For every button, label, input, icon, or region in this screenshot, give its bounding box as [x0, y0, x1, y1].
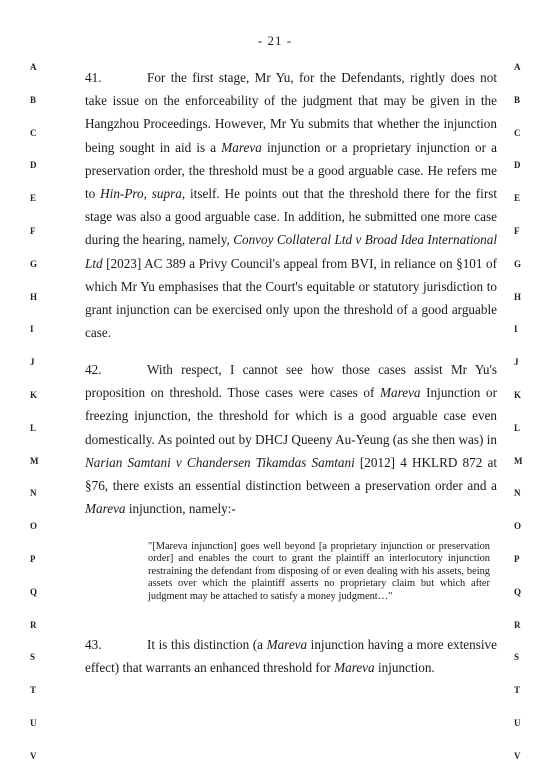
margin-letter: T	[30, 685, 37, 696]
margin-letter: S	[30, 652, 36, 663]
margin-letter: C	[514, 127, 521, 138]
margin-letter: U	[514, 718, 521, 728]
margin-letter: M	[514, 455, 523, 466]
margin-letter: R	[30, 619, 37, 630]
margin-letter: E	[514, 193, 521, 204]
paragraph-41: 41. For the first stage, Mr Yu, for the Defendants, rightly does not take issue on the enforceability of the judgment that may be given in the Hangzhou Proceedings. However, Mr Yu submits that whether the injunction being sought in aid is a Mareva injunction or a proprietary injunction or a preservation order, the threshold must be a good arguable case. He refers me to Hin-Pro, supra, itself. He points out that the threshold there for the first stage was also a good arguable case. In addition, he submitted one more case during the hearing, namely, Convoy Collateral Ltd v Broad Idea International Ltd [2023] AC 389 a Privy Council's appeal from BVI, in reliance on §101 of which Mr Yu emphasises that the Court's equitable or statutory jurisdiction to grant injunction can be exercised only upon the threshold of a good arguable case.	[85, 66, 497, 344]
margin-letter: F	[30, 226, 36, 236]
margin-letter: S	[514, 652, 520, 663]
margin-letter: J	[30, 357, 35, 368]
margin-letter: B	[30, 94, 37, 105]
margin-letter: U	[30, 718, 37, 728]
margin-letter: I	[30, 324, 34, 335]
margin-letter: H	[514, 291, 522, 302]
margin-letter: P	[514, 554, 520, 564]
margin-letter: O	[514, 521, 522, 532]
margin-letter: B	[514, 94, 521, 105]
margin-letter: L	[30, 422, 37, 433]
margin-letter: Q	[30, 586, 38, 597]
margin-letter: D	[514, 160, 521, 171]
margin-letter: K	[30, 390, 38, 400]
margin-letter: E	[30, 193, 37, 204]
margin-letter: V	[514, 750, 521, 761]
paragraph-number: 43.	[85, 637, 102, 652]
margin-letter: K	[514, 390, 522, 400]
margin-letter: G	[514, 258, 522, 269]
margin-letter: L	[514, 422, 521, 433]
paragraph-number: 41.	[85, 70, 102, 85]
paragraph-42: 42. With respect, I cannot see how those cases assist Mr Yu's proposition on threshold. Those cases were cases of Mareva Injunction or freezing injunction, the threshold for which is a good arguable case even domestically. As pointed out by DHCJ Queeny Au-Yeung (as she then was) in Narian Samtani v Chandersen Tikamdas Samtani [2012] 4 HKLRD 872 at §76, there exists an essential distinction between a preservation order and a Mareva injunction, namely:-	[85, 358, 497, 520]
margin-letter: M	[30, 455, 39, 466]
margin-letter: O	[30, 521, 38, 532]
margin-letter: T	[514, 685, 521, 696]
block-quote: "[Mareva injunction] goes well beyond [a proprietary injunction or preservation order] and enables the court to grant the plaintiff an interlocutory injunction restraining the defendant from disposing of or even dealing with his assets, being assets over which the plaintiff asserts no proprietary claim but which after judgment may be attached to satisfy a money judgment…"	[148, 541, 490, 602]
margin-letter: Q	[514, 586, 522, 597]
margin-letter: J	[514, 357, 519, 368]
margin-letter: V	[30, 750, 37, 761]
page-number: - 21 -	[257, 33, 293, 48]
margin-letter: P	[30, 554, 36, 564]
margin-letter: H	[30, 291, 38, 302]
margin-letter: F	[514, 226, 520, 236]
paragraph-number: 42.	[85, 362, 102, 377]
margin-letter: A	[514, 62, 521, 72]
margin-letter: N	[514, 488, 521, 499]
margin-letter: N	[30, 488, 37, 499]
margin-letter: A	[30, 62, 37, 72]
margin-letter: C	[30, 127, 37, 138]
paragraph-43: 43. It is this distinction (a Mareva injunction having a more extensive effect) that warrants an enhanced threshold for Mareva injunction.	[85, 633, 497, 679]
margin-letter: I	[514, 324, 518, 335]
margin-letter: G	[30, 258, 38, 269]
margin-letter: R	[514, 619, 521, 630]
margin-letter: D	[30, 160, 37, 171]
